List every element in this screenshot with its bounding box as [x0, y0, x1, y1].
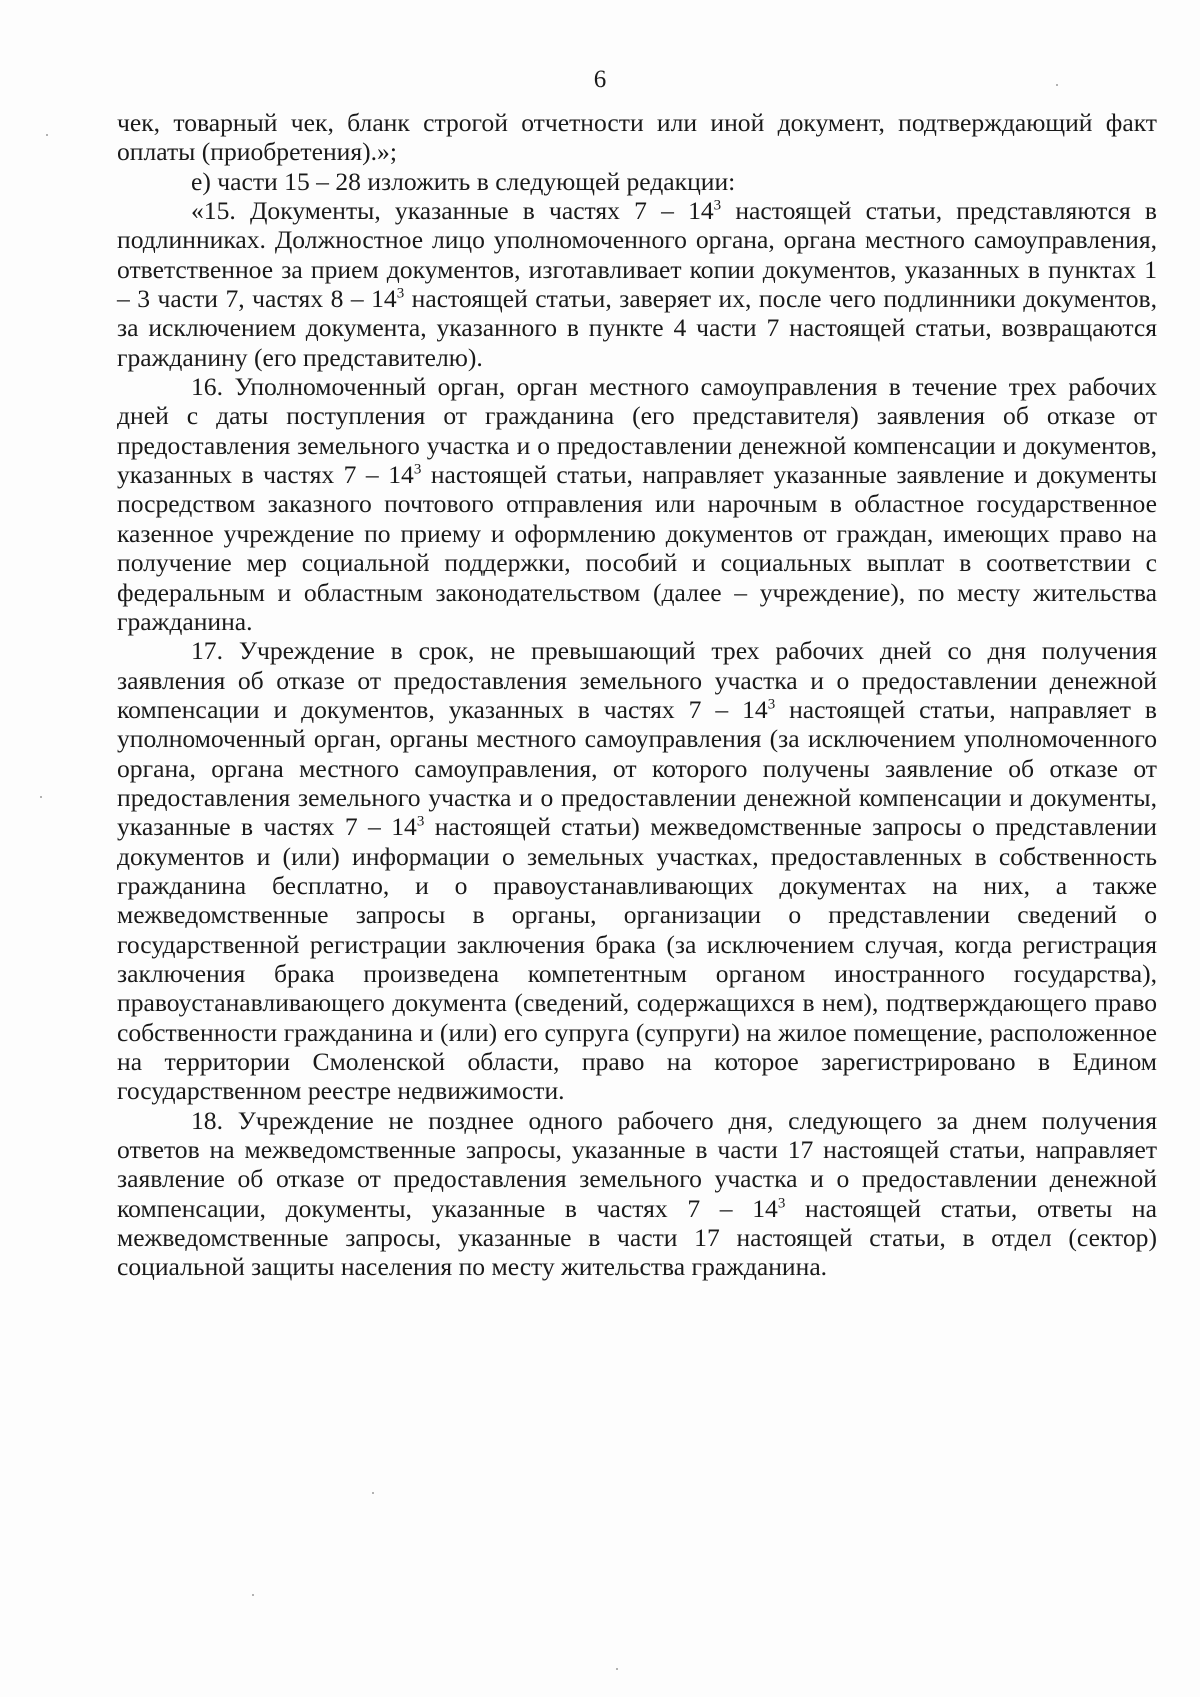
text-run: настоящей статьи) межведомственные запросы о представлении документов и (или) информации о земельных участках, предоставленных в собственность гражданина бесплатно, и о правоустанавливающих документах на них, а также межведомственные запросы в органы, организации о представлении сведений о государственной регистрации заключения брака (за исключением случая, когда регистрация заключения брака произведена компетентным органом иностранного государства), правоустанавливающего документа (сведений, содержащихся в нем), подтверждающего право собственности гражданина и (или) его супруга (супруги) на жилое помещение, расположенное на территории Смоленской области, право на которое зарегистрировано в Едином государственном реестре недвижимости. [117, 812, 1157, 1106]
text-run: 18. Учреждение не позднее одного рабочего дня, следующего за днем получения ответов на межведомственные запросы, указанные в части 17 настоящей статьи, направляет заявление об отказе от предоставления земельного участка и о предоставлении денежной компенсации, документы, указанные в частях 7 – 14 [117, 1105, 1157, 1223]
superscript-index: 3 [767, 696, 776, 713]
text-run: настоящей статьи, направляет указанные заявление и документы посредством заказного почтового отправления или нарочным в областное государственное казенное учреждение по приему и оформлению документов от граждан, имеющих право на получение мер социальной поддержки, пособий и социальных выплат в соответствии с федеральным и областным законодательством (далее – учреждение), по месту жительства гражданина. [117, 460, 1157, 636]
scan-speck [1056, 84, 1058, 86]
scan-speck [252, 1594, 254, 1596]
scan-speck [46, 134, 48, 136]
text-run: 17. Учреждение в срок, не превышающий трех рабочих дней со дня получения заявления об отказе от предоставления земельного участка и о предоставлении денежной компенсации и документов, указанных в частях 7 – 14 [117, 636, 1157, 724]
page-number: 6 [593, 66, 607, 93]
scan-speck [372, 1492, 374, 1494]
paragraph-part-15 [117, 196, 1157, 372]
text-run: настоящей статьи, заверяет их, после чего подлинники документов, за исключением документа, указанного в пункте 4 части 7 настоящей статьи, возвращаются гражданину (его представителю). [117, 284, 1157, 372]
text-run: «15. Документы, указанные в частях 7 – 14 [191, 196, 714, 226]
text-run: 16. Уполномоченный орган, орган местного самоуправления в течение трех рабочих дней с даты поступления от гражданина (его представителя) заявления об отказе от предоставления земельного участка и о предоставлении денежной компенсации и документов, указанных в частях 7 – 14 [117, 372, 1157, 490]
paragraph-part-16 [117, 372, 1157, 636]
superscript-index: 3 [777, 1194, 786, 1211]
superscript-index: 3 [413, 461, 422, 478]
text-run: настоящей статьи, направляет в уполномоченный орган, органы местного самоуправления (за исключением уполномоченного органа, органа местного самоуправления, от которого получены заявление об отказе от предоставления земельного участка и о предоставлении денежной компенсации и документы, указанные в частях 7 – 14 [117, 694, 1157, 842]
text-run: е) части 15 – 28 изложить в следующей редакции: [191, 166, 736, 196]
superscript-index: 3 [416, 813, 425, 830]
paragraph-item-e [117, 167, 1157, 196]
paragraph-receipt-continuation [117, 108, 1157, 167]
superscript-index: 3 [396, 285, 405, 302]
text-run: чек, товарный чек, бланк строгой отчетности или иной документ, подтверждающий факт оплаты (приобретения).»; [117, 108, 1157, 167]
document-body [117, 108, 1157, 1282]
superscript-index: 3 [713, 197, 722, 214]
text-run: настоящей статьи, ответы на межведомственные запросы, указанные в части 17 настоящей статьи, в отдел (сектор) социальной защиты населения по месту жительства гражданина. [117, 1193, 1157, 1282]
paragraph-part-17 [117, 636, 1157, 1106]
text-run: настоящей статьи, представляются в подлинниках. Должностное лицо уполномоченного органа, органа местного самоуправления, ответственное за прием документов, изготавливает копии документов, указанных в пунктах 1 – 3 части 7, частях 8 – 14 [117, 196, 1157, 314]
scan-speck [40, 796, 42, 798]
paragraph-part-18 [117, 1106, 1157, 1282]
scan-speck [616, 1668, 618, 1670]
